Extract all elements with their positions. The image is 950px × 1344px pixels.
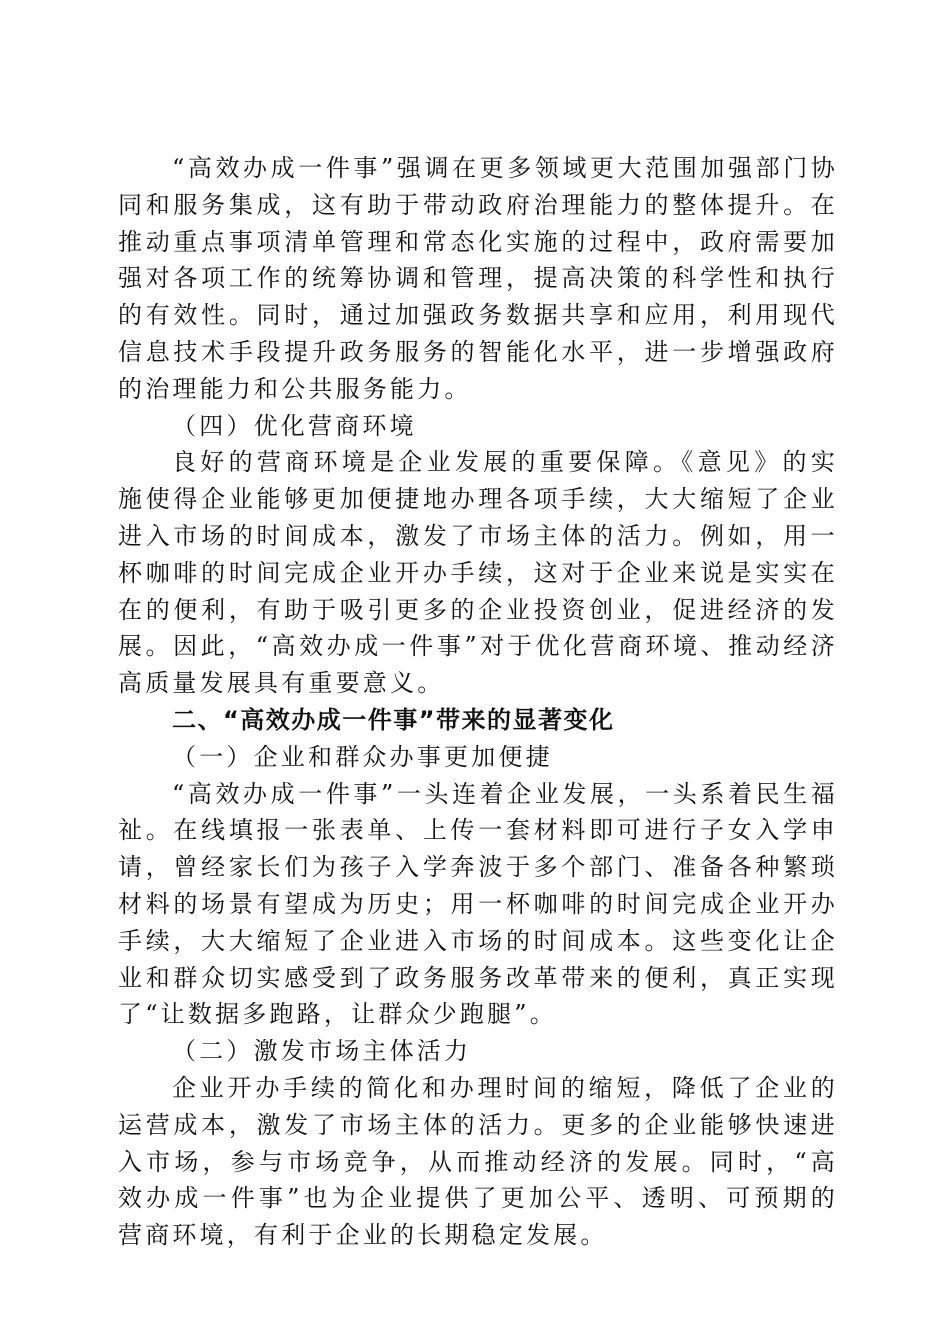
subheading-optimize-business-environment: （四）优化营商环境 [172,411,417,440]
subheading-more-convenient-services: （一）企业和群众办事更加便捷 [172,742,553,771]
paragraph-business-environment: 良好的营商环境是企业发展的重要保障。《意见》的实施使得企业能够更加便捷地办理各项手续，大大缩短了企业进入市场的时间成本，激发了市场主体的活力。例如，用一杯咖啡的时间完成企业开办手续，这对于企业来说是实实在在的便利，有助于吸引更多的企业投资创业，促进经济的发展。因此，“高效办成一件事”对于优化营商环境、推动经济高质量发展具有重要意义。 [118,448,838,698]
paragraph-convenient-services: “高效办成一件事”一头连着企业发展，一头系着民生福祉。在线填报一张表单、上传一套材料即可进行子女入学申请，曾经家长们为孩子入学奔波于多个部门、准备各种繁琐材料的场景有望成为历史；用一杯咖啡的时间完成企业开办手续，大大缩短了企业进入市场的时间成本。这些变化让企业和群众切实感受到了政务服务改革带来的便利，真正实现了“让数据多跑路，让群众少跑腿”。 [118,779,838,1029]
subheading-market-vitality: （二）激发市场主体活力 [172,1037,472,1066]
section-heading-significant-changes: 二、“高效办成一件事”带来的显著变化 [172,705,615,734]
paragraph-governance-capacity: “高效办成一件事”强调在更多领域更大范围加强部门协同和服务集成，这有助于带动政府治理能力的整体提升。在推动重点事项清单管理和常态化实施的过程中，政府需要加强对各项工作的统筹协调和管理，提高决策的科学性和执行的有效性。同时，通过加强政务数据共享和应用，利用现代信息技术手段提升政务服务的智能化水平，进一步增强政府的治理能力和公共服务能力。 [118,154,838,403]
paragraph-market-vitality: 企业开办手续的简化和办理时间的缩短，降低了企业的运营成本，激发了市场主体的活力。更多的企业能够快速进入市场，参与市场竞争，从而推动经济的发展。同时，“高效办成一件事”也为企业提供了更加公平、透明、可预期的营商环境，有利于企业的长期稳定发展。 [118,1073,838,1250]
document-body [118,150,838,1254]
